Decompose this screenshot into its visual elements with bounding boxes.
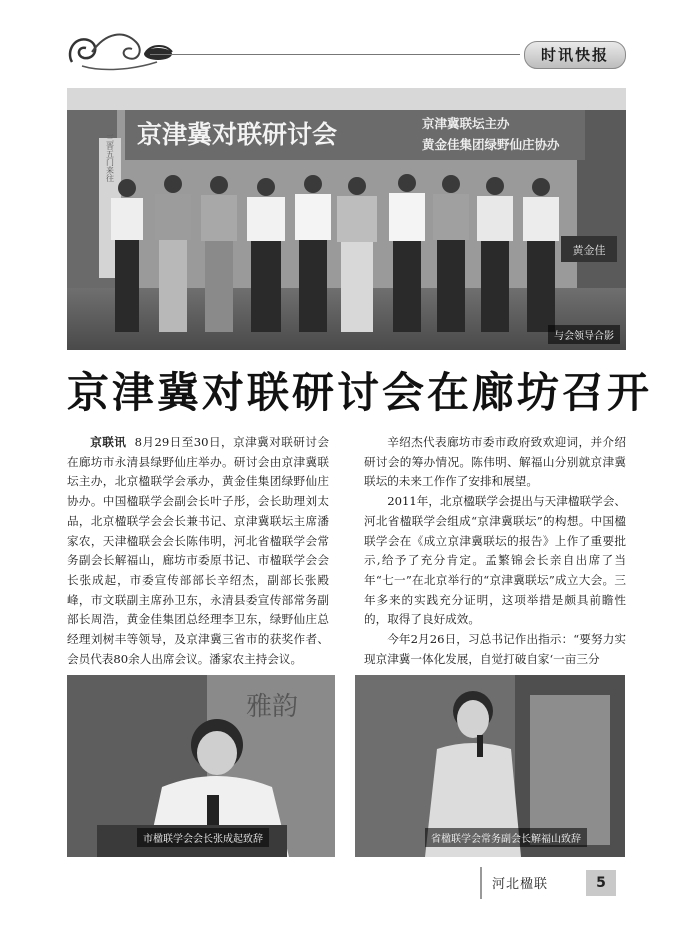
header-divider (150, 54, 520, 55)
person (477, 177, 513, 332)
banner-title: 京津冀对联研讨会 (137, 120, 338, 149)
speaker-photo-right (355, 675, 625, 857)
banner-org-1: 京津冀联坛主办 (422, 116, 510, 131)
section-title: 时讯快报 (524, 41, 626, 69)
article-paragraph: 今年2月26日，习总书记作出指示：“要努力实现京津冀一体化发展，自觉打破自家‘一亩三分 (364, 632, 626, 666)
right-sign-text: 黄金佳 (572, 244, 606, 257)
background-calligraphy: 雅韵 (245, 692, 299, 722)
article-paragraph: 2011年，北京楹联学会提出与天津楹联学会、河北省楹联学会组成“京津冀联坛”的构想。中国楹联学会在《成立京津冀联坛的报告》上作了重要批示,给予了充分肯定。孟繁锦会长亲自出席了当年“七一”在北京举行的“京津冀联坛”成立大会。三年多来的实践充分证明，这项举措是颇具前瞻性的，取得了良好成效。 (364, 494, 626, 627)
person (201, 176, 237, 332)
article-paragraph: 辛绍杰代表廊坊市委市政府致欢迎词，并介绍研讨会的筹办情况。陈伟明、解福山分别就京津冀联坛的未来工作作了安排和展望。 (364, 435, 626, 489)
article-headline: 京津冀对联研讨会在廊坊召开 (67, 368, 653, 417)
article-paragraph (67, 433, 329, 669)
footer-divider (480, 867, 482, 899)
person (111, 179, 143, 332)
lead-label: 京联讯 (90, 435, 127, 449)
person (155, 175, 191, 332)
photo-caption: 市楹联学会会长张成起致辞 (137, 828, 269, 847)
person (433, 175, 469, 332)
person (337, 177, 377, 332)
page-footer (480, 867, 625, 899)
photo-caption: 省楹联学会常务副会长解福山致辞 (425, 828, 587, 847)
header-ornament (62, 22, 182, 74)
article-column-left (67, 433, 329, 669)
banner-org-2: 黄金佳集团绿野仙庄协办 (422, 137, 560, 152)
microphone-icon (477, 735, 483, 757)
photo-caption: 与会领导合影 (548, 325, 620, 344)
group-photo (67, 88, 626, 350)
person (295, 175, 331, 332)
person (523, 178, 559, 332)
person (247, 178, 285, 332)
paragraph-text: 8月29日至30日，京津冀对联研讨会在廊坊市永清县绿野仙庄举办。研讨会由京津冀联坛主办，北京楹联学会承办，黄金佳集团绿野仙庄协办。中国楹联学会副会长叶子彤，会长助理刘太品，北京楹联学会会长兼书记、京津冀联坛主席潘家农，天津楹联会会长陈伟明，河北省楹联学会常务副会长解福山，廊坊市委原书记、市楹联学会会长张成起，市委宣传部部长辛绍杰，副部长张殿峰，市文联副主席孙卫东，永清县委宣传部常务副部长周浩，黄金佳集团总经理李卫东，绿野仙庄总经理刘树丰等领导，及京津冀三省市的获奖作者、会员代表80余人出席会议。潘家农主持会议。 (67, 435, 329, 666)
publication-name: 河北楹联 (492, 877, 549, 892)
swirl-ornament-icon (62, 22, 182, 74)
person (389, 174, 425, 332)
left-scroll-text: 三晋五门来往 (105, 134, 115, 182)
page-number: 5 (586, 870, 616, 896)
speaker-photo-left (67, 675, 335, 857)
article-column-right (364, 433, 626, 669)
